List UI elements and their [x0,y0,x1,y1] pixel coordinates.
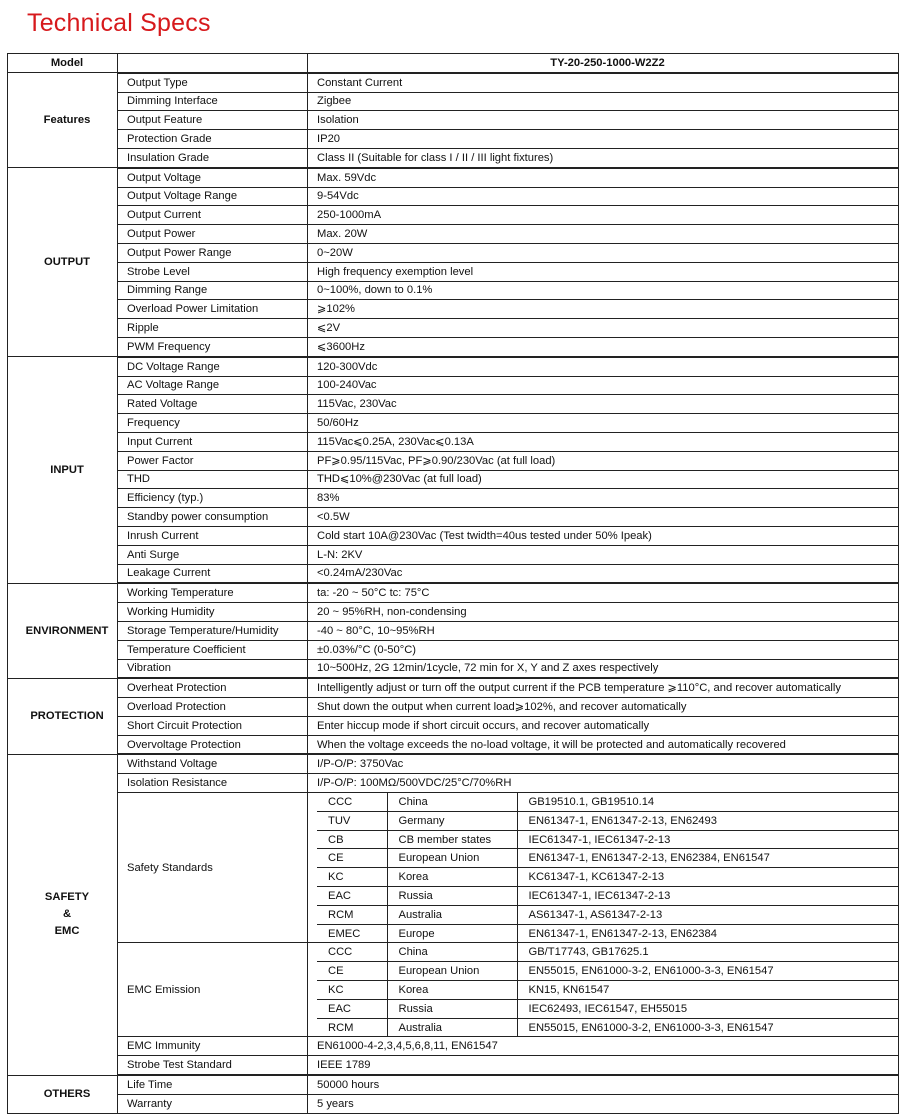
spec-label: Isolation Resistance [118,774,308,793]
spec-label: Life Time [118,1075,308,1094]
spec-row [8,319,899,338]
spec-value: ⩽2V [308,319,899,338]
cert-cell [308,793,899,943]
spec-value: 50000 hours [308,1075,899,1094]
section-name-line: EMC [54,925,80,938]
spec-value: 250-1000mA [308,206,899,225]
spec-value: ⩾102% [308,300,899,319]
spec-row [8,357,899,376]
cert-name: RCM [317,1018,387,1036]
spec-row [8,1075,899,1094]
safety-standards-group [8,793,899,943]
cert-standard: EN61347-1, EN61347-2-13, EN62493 [517,811,898,830]
cert-region: China [387,793,517,811]
spec-value: ta: -20 ~ 50°C tc: 75°C [308,583,899,602]
spec-label: DC Voltage Range [118,357,308,376]
cert-name: CE [317,849,387,868]
spec-row [8,678,899,697]
spec-row [8,281,899,300]
cert-standard: IEC61347-1, IEC61347-2-13 [517,830,898,849]
spec-label: Power Factor [118,451,308,470]
spec-row [8,508,899,527]
safety-standards-group-table [317,793,898,942]
spec-value: Shut down the output when current load⩾102%, and recover automatically [308,698,899,717]
spec-row [8,489,899,508]
spec-value: 115Vac, 230Vac [308,395,899,414]
cert-row [317,830,898,849]
spec-label: Leakage Current [118,564,308,583]
spec-label: THD [118,470,308,489]
cert-region: Korea [387,981,517,1000]
spec-label: Working Humidity [118,603,308,622]
cert-standard: IEC61347-1, IEC61347-2-13 [517,887,898,906]
spec-label: Withstand Voltage [118,754,308,773]
emc-emission-group-table [317,943,898,1036]
spec-value: IEEE 1789 [308,1056,899,1075]
cert-row [317,887,898,906]
spec-label: Insulation Grade [118,148,308,167]
spec-label: Short Circuit Protection [118,716,308,735]
spec-row [8,206,899,225]
spec-label: Strobe Test Standard [118,1056,308,1075]
spec-value: 10~500Hz, 2G 12min/1cycle, 72 min for X, Y and Z axes respectively [308,659,899,678]
spec-label: Dimming Interface [118,92,308,111]
spec-value: -40 ~ 80°C, 10~95%RH [308,621,899,640]
spec-label: Output Current [118,206,308,225]
cert-region: Russia [387,887,517,906]
cert-standard: EN55015, EN61000-3-2, EN61000-3-3, EN61547 [517,1018,898,1036]
cert-name: CE [317,962,387,981]
cert-row [317,962,898,981]
spec-label: Working Temperature [118,583,308,602]
spec-row [8,243,899,262]
spec-row [8,754,899,773]
cert-name: EMEC [317,924,387,942]
spec-value: Class II (Suitable for class I / II / III light fixtures) [308,148,899,167]
spec-label: Standby power consumption [118,508,308,527]
spec-row [8,470,899,489]
spec-value: 115Vac⩽0.25A, 230Vac⩽0.13A [308,432,899,451]
cert-standard: GB19510.1, GB19510.14 [517,793,898,811]
cert-row [317,868,898,887]
spec-row [8,1037,899,1056]
spec-label: Temperature Coefficient [118,640,308,659]
spec-row [8,1056,899,1075]
spec-label: Output Power [118,225,308,244]
spec-row [8,640,899,659]
cert-region: Europe [387,924,517,942]
section-name-protection: PROTECTION [8,678,118,754]
spec-row [8,130,899,149]
spec-row [8,545,899,564]
spec-value: THD⩽10%@230Vac (at full load) [308,470,899,489]
cert-region: Germany [387,811,517,830]
spec-row [8,603,899,622]
spec-row [8,395,899,414]
spec-row [8,225,899,244]
spec-row [8,300,899,319]
spec-label: Overload Power Limitation [118,300,308,319]
spec-label: Frequency [118,414,308,433]
cert-standard: IEC62493, IEC61547, EH55015 [517,999,898,1018]
spec-value: When the voltage exceeds the no-load voltage, it will be protected and automatically recovered [308,735,899,754]
spec-label: Inrush Current [118,526,308,545]
spec-value: 0~20W [308,243,899,262]
cert-row [317,811,898,830]
spec-label: Output Power Range [118,243,308,262]
spec-label: EMC Emission [118,943,308,1037]
spec-label: EMC Immunity [118,1037,308,1056]
spec-value: Enter hiccup mode if short circuit occurs, and recover automatically [308,716,899,735]
spec-row [8,187,899,206]
cert-name: KC [317,868,387,887]
spec-value: <0.5W [308,508,899,527]
spec-row [8,73,899,92]
cert-standard: KC61347-1, KC61347-2-13 [517,868,898,887]
spec-value: Isolation [308,111,899,130]
spec-label: Protection Grade [118,130,308,149]
spec-label: AC Voltage Range [118,376,308,395]
section-name-output: OUTPUT [8,168,118,357]
spec-row [8,698,899,717]
spec-value: High frequency exemption level [308,262,899,281]
section-name-line: & [62,908,72,921]
spec-value: ⩽3600Hz [308,337,899,356]
cert-row [317,1018,898,1036]
cert-standard: GB/T17743, GB17625.1 [517,943,898,961]
spec-value: 5 years [308,1094,899,1113]
spec-value: Max. 20W [308,225,899,244]
section-name-features: Features [8,73,118,168]
spec-label: Output Voltage [118,168,308,187]
specs-table [7,53,899,1114]
spec-row [8,1094,899,1113]
spec-value: EN61000-4-2,3,4,5,6,8,11, EN61547 [308,1037,899,1056]
model-row [8,54,899,73]
spec-label: Ripple [118,319,308,338]
cert-standard: EN55015, EN61000-3-2, EN61000-3-3, EN61547 [517,962,898,981]
cert-name: CCC [317,943,387,961]
spec-label: Overheat Protection [118,678,308,697]
model-label: Model [8,54,118,73]
spec-row [8,432,899,451]
spec-label: Input Current [118,432,308,451]
spec-value: Max. 59Vdc [308,168,899,187]
cert-name: RCM [317,905,387,924]
model-spacer [118,54,308,73]
spec-row [8,774,899,793]
cert-region: Russia [387,999,517,1018]
spec-label: Efficiency (typ.) [118,489,308,508]
section-name-environment: ENVIRONMENT [8,583,118,678]
cert-row [317,999,898,1018]
spec-value: <0.24mA/230Vac [308,564,899,583]
spec-row [8,92,899,111]
spec-value: 83% [308,489,899,508]
spec-label: Output Feature [118,111,308,130]
spec-value: ±0.03%/°C (0-50°C) [308,640,899,659]
section-name-input: INPUT [8,357,118,584]
cert-row [317,793,898,811]
spec-value: 50/60Hz [308,414,899,433]
section-name-safety-emc [8,754,118,1075]
spec-label: Overvoltage Protection [118,735,308,754]
cert-region: European Union [387,849,517,868]
spec-row [8,168,899,187]
cert-row [317,924,898,942]
spec-value: Cold start 10A@230Vac (Test twidth=40us tested under 50% Ipeak) [308,526,899,545]
cert-name: EAC [317,999,387,1018]
spec-label: Vibration [118,659,308,678]
spec-row [8,111,899,130]
spec-row [8,451,899,470]
spec-value: I/P-O/P: 100MΩ/500VDC/25°C/70%RH [308,774,899,793]
cert-region: Korea [387,868,517,887]
model-value: TY-20-250-1000-W2Z2 [308,54,899,73]
spec-label: Overload Protection [118,698,308,717]
spec-label: Warranty [118,1094,308,1113]
spec-value: IP20 [308,130,899,149]
spec-label: Dimming Range [118,281,308,300]
page-title: Technical Specs [27,9,211,37]
spec-row [8,716,899,735]
spec-value: I/P-O/P: 3750Vac [308,754,899,773]
spec-label: Rated Voltage [118,395,308,414]
spec-value: 9-54Vdc [308,187,899,206]
spec-row [8,262,899,281]
spec-value: 20 ~ 95%RH, non-condensing [308,603,899,622]
section-name-line: SAFETY [44,891,90,904]
spec-label: Output Type [118,73,308,92]
cert-row [317,981,898,1000]
spec-label: PWM Frequency [118,337,308,356]
spec-row [8,564,899,583]
cert-region: China [387,943,517,961]
spec-row [8,583,899,602]
cert-cell [308,943,899,1037]
cert-region: Australia [387,1018,517,1036]
cert-region: Australia [387,905,517,924]
cert-row [317,849,898,868]
spec-row [8,148,899,167]
spec-row [8,414,899,433]
spec-value: PF⩾0.95/115Vac, PF⩾0.90/230Vac (at full load) [308,451,899,470]
cert-region: CB member states [387,830,517,849]
cert-name: KC [317,981,387,1000]
section-name-others: OTHERS [8,1075,118,1113]
spec-value: 100-240Vac [308,376,899,395]
spec-value: 120-300Vdc [308,357,899,376]
cert-standard: AS61347-1, AS61347-2-13 [517,905,898,924]
cert-row [317,943,898,961]
cert-standard: KN15, KN61547 [517,981,898,1000]
spec-label: Output Voltage Range [118,187,308,206]
spec-row [8,376,899,395]
cert-name: TUV [317,811,387,830]
cert-name: CB [317,830,387,849]
cert-standard: EN61347-1, EN61347-2-13, EN62384, EN61547 [517,849,898,868]
spec-label: Anti Surge [118,545,308,564]
spec-row [8,621,899,640]
cert-name: CCC [317,793,387,811]
spec-row [8,659,899,678]
cert-region: European Union [387,962,517,981]
cert-row [317,905,898,924]
spec-value: Constant Current [308,73,899,92]
spec-row [8,337,899,356]
spec-value: L-N: 2KV [308,545,899,564]
spec-value: Intelligently adjust or turn off the output current if the PCB temperature ⩾110°C, and recover automatically [308,678,899,697]
cert-name: EAC [317,887,387,906]
cert-standard: EN61347-1, EN61347-2-13, EN62384 [517,924,898,942]
spec-label: Safety Standards [118,793,308,943]
spec-label: Storage Temperature/Humidity [118,621,308,640]
spec-row [8,526,899,545]
spec-label: Strobe Level [118,262,308,281]
spec-row [8,735,899,754]
emc-emission-group [8,943,899,1037]
spec-value: Zigbee [308,92,899,111]
spec-value: 0~100%, down to 0.1% [308,281,899,300]
